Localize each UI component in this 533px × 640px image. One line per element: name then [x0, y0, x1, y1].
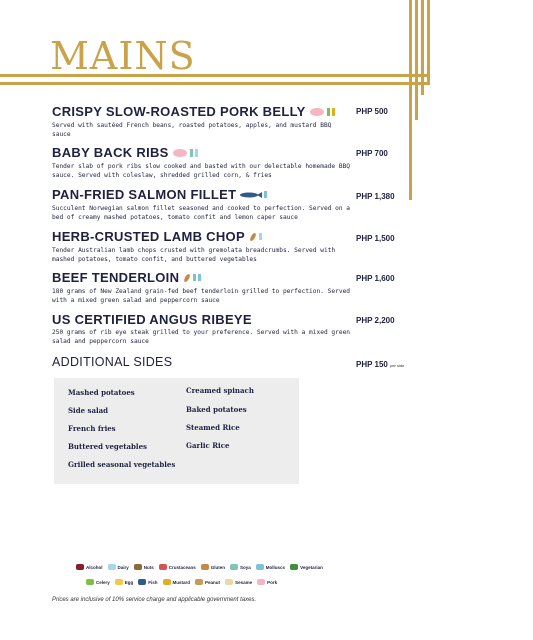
price-value: PHP 150: [356, 360, 388, 369]
legend-item: [115, 579, 134, 585]
celery-icon: [86, 579, 94, 585]
legend-label: Sesame: [235, 579, 253, 585]
egg-icon: [115, 579, 123, 585]
gold-line-vertical-2: [415, 0, 418, 120]
footer-note: Prices are inclusive of 10% service charge and applicable government taxes.: [52, 597, 257, 603]
legend-item: [86, 579, 110, 585]
legend-item: [108, 564, 129, 570]
legend-label: Crustaceans: [168, 564, 196, 570]
legend-label: Nuts: [143, 564, 154, 570]
gold-line-horizontal-2: [0, 82, 430, 85]
wheat-icon: [182, 273, 204, 283]
legend-item: [195, 579, 220, 585]
legend-label: Peanut: [205, 579, 221, 585]
dish-item: [52, 270, 352, 305]
legend-label: Mustard: [172, 579, 191, 585]
dish-name-row: [52, 104, 352, 120]
legend-label: Egg: [124, 579, 134, 585]
side-item: Creamed spinach: [186, 386, 254, 395]
dish-item: [52, 187, 352, 222]
legend-label: Gluten: [210, 564, 226, 570]
wine-glass-icon: [76, 564, 84, 570]
side-item: Side salad: [68, 406, 109, 415]
allergen-icons: [309, 105, 341, 120]
legend-label: Fish: [148, 579, 158, 585]
allergen-icons: [172, 146, 204, 161]
side-item: Baked potatoes: [186, 405, 247, 414]
dish-name: PAN-FRIED SALMON FILLET: [52, 187, 237, 202]
legend-label: Celery: [96, 579, 110, 585]
dish-description: Tender slab of pork ribs slow cooked and basted with our delectable homemade BBQ sauce. Served with coleslaw, shredded grilled corn, & fries: [52, 163, 351, 179]
nut-icon: [134, 564, 142, 570]
legend-label: Molluscs: [265, 564, 286, 570]
dish-item: [52, 145, 352, 180]
dish-item: [52, 104, 352, 139]
pig-icon: [309, 107, 341, 117]
milk-icon: [108, 564, 116, 570]
legend-item: [225, 579, 252, 585]
fish-icon: [138, 579, 146, 585]
dish-name: US CERTIFIED ANGUS RIBEYE: [52, 312, 252, 327]
legend-label: Vegetarian: [300, 564, 323, 570]
gold-line-vertical-1: [409, 0, 412, 200]
additional-sides-heading: ADDITIONAL SIDES: [52, 355, 173, 369]
dish-name-row: [52, 187, 352, 203]
dish-description: Succulent Norwegian salmon fillet seasoned and cooked to perfection. Served on a bed of creamy mashed potatoes, tomato confit and lemon caper sauce: [52, 205, 351, 221]
dish-name: HERB-CRUSTED LAMB CHOP: [52, 229, 245, 244]
side-item: Mashed potatoes: [68, 388, 135, 397]
legend-item: [230, 564, 251, 570]
dish-price: PHP 500: [356, 107, 388, 116]
legend-label: Alcohol: [86, 564, 103, 570]
pig-icon: [172, 148, 204, 158]
side-item: French fries: [68, 424, 116, 433]
dish-name-row: [52, 270, 352, 286]
legend-item: [159, 564, 196, 570]
dish-description: Tender Australian lamb chops crusted with gremolata breadcrumbs. Served with mashed potatoes, tomato confit, and buttered vegetables: [52, 247, 336, 263]
wheat-icon: [201, 564, 209, 570]
legend-item: [163, 579, 191, 585]
shell-icon: [256, 564, 264, 570]
dish-name: CRISPY SLOW-ROASTED PORK BELLY: [52, 104, 306, 119]
allergen-icons: [239, 188, 269, 203]
dish-description: 180 grams of New Zealand grain-fed beef tenderloin grilled to perfection. Served with a mixed green salad and peppercorn sauce: [52, 288, 351, 304]
legend-item: [138, 579, 157, 585]
dish-description: Served with sautéed French beans, roasted potatoes, apples, and mustard BBQ sauce: [52, 122, 332, 138]
legend-label: Pork: [267, 579, 278, 585]
allergen-icons: [248, 230, 266, 245]
dish-name-row: [52, 145, 352, 161]
allergen-icons: [182, 271, 204, 286]
dish-description: 250 grams of rib eye steak grilled to your preference. Served with a mixed green salad and peppercorn sauce: [52, 329, 351, 345]
allergen-legend-row-2: [86, 579, 282, 585]
fish-icon: [239, 190, 269, 200]
soy-icon: [230, 564, 238, 570]
sesame-icon: [225, 579, 233, 585]
additional-sides-price: [356, 360, 404, 369]
side-item: Buttered vegetables: [68, 442, 147, 451]
pig-icon: [257, 579, 265, 585]
gold-line-vertical-3: [421, 0, 424, 95]
dish-price: PHP 2,200: [356, 316, 395, 325]
dish-price: PHP 700: [356, 149, 388, 158]
leaf-icon: [290, 564, 298, 570]
dish-price: PHP 1,500: [356, 234, 395, 243]
dish-price: PHP 1,600: [356, 274, 395, 283]
legend-item: [290, 564, 323, 570]
legend-label: Dairy: [117, 564, 129, 570]
dish-item: [52, 312, 352, 346]
dish-price: PHP 1,380: [356, 192, 395, 201]
dish-name: BEEF TENDERLOIN: [52, 270, 180, 285]
legend-item: [76, 564, 103, 570]
legend-item: [201, 564, 225, 570]
allergen-legend-row-1: [76, 564, 328, 570]
legend-item: [256, 564, 285, 570]
side-item: Grilled seasonal vegetables: [68, 460, 176, 469]
dish-name-row: [52, 229, 352, 245]
legend-item: [257, 579, 277, 585]
side-item: Steamed Rice: [186, 423, 240, 432]
page-title: MAINS: [50, 34, 196, 78]
shrimp-icon: [159, 564, 167, 570]
dish-name: BABY BACK RIBS: [52, 145, 169, 160]
gold-line-vertical-4: [427, 0, 430, 82]
legend-item: [134, 564, 154, 570]
legend-label: Soya: [240, 564, 251, 570]
dish-item: [52, 229, 352, 264]
wheat-icon: [248, 232, 266, 242]
price-note: per side: [390, 363, 405, 368]
side-item: Garlic Rice: [186, 441, 230, 450]
mustard-icon: [163, 579, 171, 585]
peanut-icon: [195, 579, 203, 585]
